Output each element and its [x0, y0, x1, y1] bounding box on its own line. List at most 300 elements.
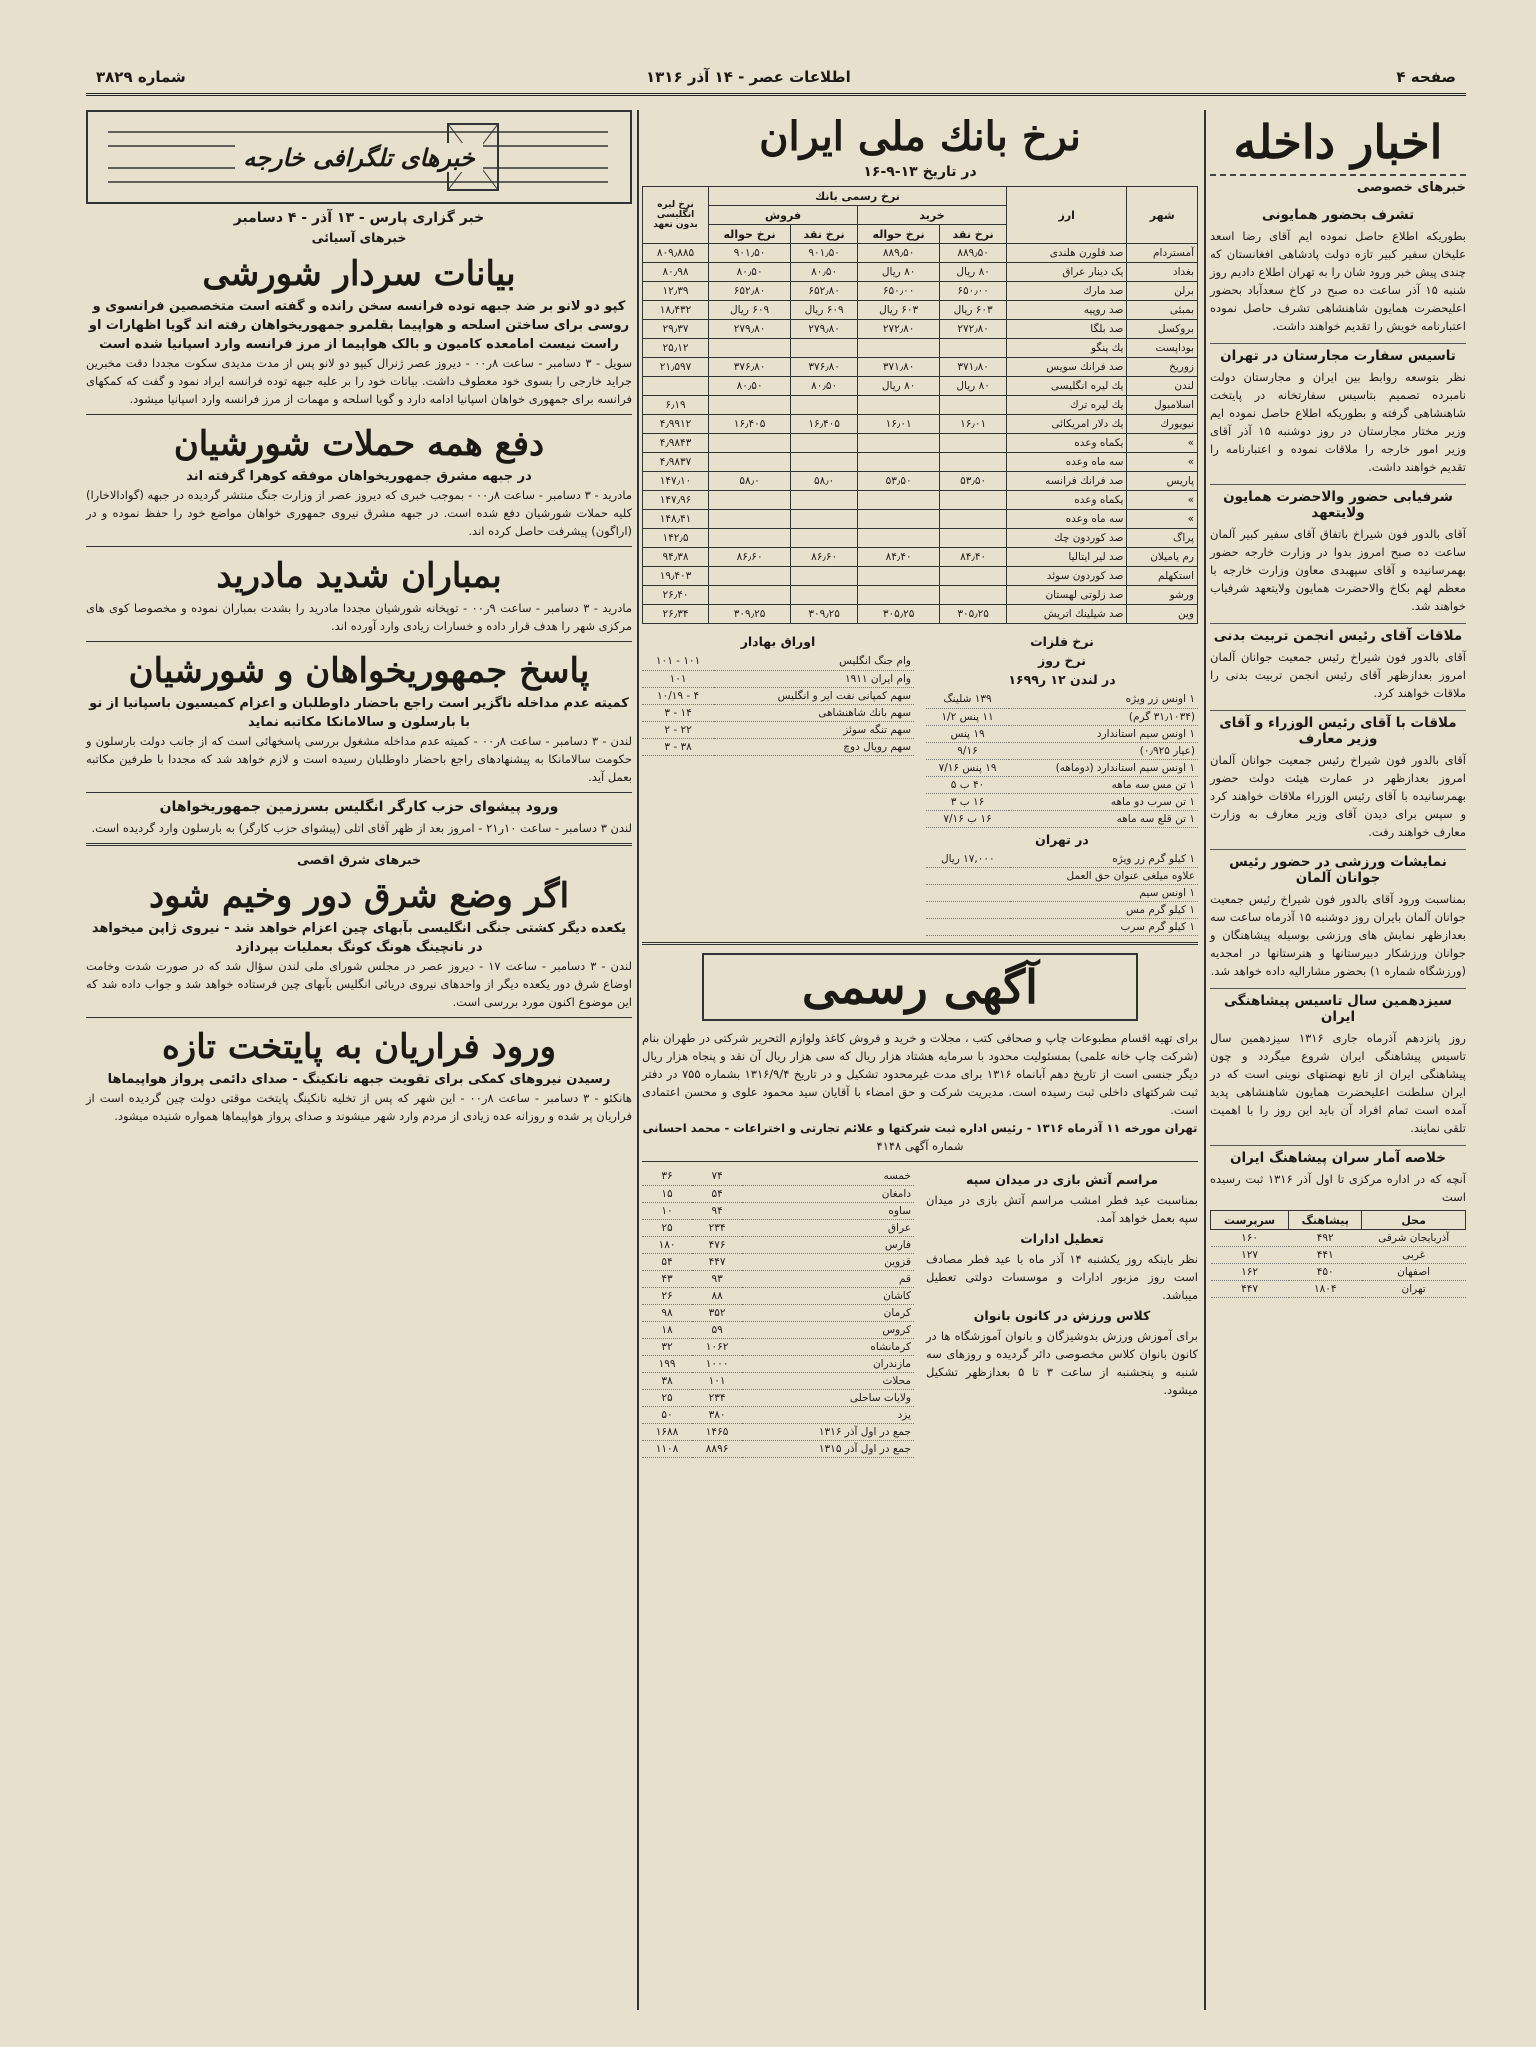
table-cell: (۳۱٫۱۰۳۴ گرم)	[1009, 708, 1198, 725]
table-cell: ۱۶۲	[1211, 1264, 1289, 1281]
official-notice-signature: تهران مورخه ۱۱ آذرماه ۱۳۱۶ - رئیس اداره ثبت شرکتها و علائم تجارتی و اختراعات - محمد احسانی	[642, 1121, 1198, 1135]
table-cell: بروکسل	[1127, 320, 1198, 339]
table-cell: ۸۰٫۵۰	[709, 263, 791, 282]
story-body: مادرید - ۳ دسامبر - ساعت ۸ر۰۰ - بموجب خبری که دیروز عصر از وزارت جنگ منتشر گردیده در جبهه (گوادالاخارا) کلیه حملات شورشیان دفع شده است. در جبهه مشرق نیروی جمهوری خواهان مواضع خود را حفظ نموده و در (اراگون) پیشرفت حاصل کرده اند.	[86, 488, 632, 538]
lower-middle	[642, 1168, 1198, 1458]
table-cell: پاریس	[1127, 472, 1198, 491]
table-row	[642, 1372, 914, 1389]
table-cell: ۴ - ۱۰/۱۹	[642, 687, 714, 704]
table-cell: ۱۶ ب ۳	[926, 793, 1009, 810]
table-cell	[791, 510, 858, 529]
table-cell: صد فرانك فرانسه	[1007, 472, 1127, 491]
table-row	[642, 1185, 914, 1202]
table-row	[642, 721, 914, 738]
table-row	[1211, 1281, 1466, 1298]
table-cell: ۸۰٫۹۸	[643, 263, 709, 282]
table-row	[1211, 1264, 1466, 1281]
foreign-news-title: خبرهای تلگرافی خارجه	[235, 143, 483, 172]
table-cell: ۱۸۰۴	[1289, 1281, 1362, 1298]
table-cell: ۹۴	[692, 1202, 742, 1219]
table-cell: وام جنگ انگلیس	[714, 653, 914, 670]
table-cell: ۱۳۹ شلینگ	[926, 691, 1009, 708]
table-cell: ۱۴۸٫۴۱	[643, 510, 709, 529]
table-cell: جمع در اول آذر ۱۳۱۶	[742, 1423, 914, 1440]
story-deck: کپو دو لانو بر ضد جبهه توده فرانسه سخن رانده و گفته است متخصصین فرانسوی و روسی برای ساختن اسلحه و هواپیما بقلمرو جمهوریخواهان رفته اند گویا اظهارات او راست نیست امامعده کامیون و بالک هواپیما از مرز فرانسه وارد اسپانیا شده است	[88, 299, 630, 352]
table-cell	[858, 491, 940, 510]
table-cell: ۴۴۷	[692, 1253, 742, 1270]
table-row	[926, 885, 1198, 902]
table-cell: صد مارك	[1007, 282, 1127, 301]
table-cell: ۹۸	[642, 1304, 692, 1321]
table-cell: کاشان	[742, 1287, 914, 1304]
fireworks-title: مراسم آتش بازی در میدان سپه	[966, 1172, 1158, 1187]
table-cell	[709, 491, 791, 510]
table-cell: »	[1127, 453, 1198, 472]
table-cell: صد فلورن هلندی	[1007, 244, 1127, 263]
table-cell: عراق	[742, 1219, 914, 1236]
table-cell: ۱ کیلو گرم سرب	[1010, 919, 1198, 936]
table-row	[643, 377, 1198, 396]
table-cell: ۱۴۷٫۱۰	[643, 472, 709, 491]
table-cell	[858, 567, 940, 586]
table-cell: ۵۸٫۰	[709, 472, 791, 491]
exchange-rate-table	[642, 186, 1198, 624]
table-cell: ۲۳۴	[692, 1219, 742, 1236]
table-cell: محلات	[742, 1372, 914, 1389]
table-cell: ۸۶٫۶۰	[709, 548, 791, 567]
story-body: مادرید - ۳ دسامبر - ساعت ۹ر۰۰ - توپخانه شورشیان مجددا مادرید را بشدت بمباران نموده و مخصوصا کوی های مرکزی شهر را هدف قرار داده و خسارات زیادی وارد آورده اند.	[86, 601, 632, 633]
table-cell: یك دلار امریکائی	[1007, 415, 1127, 434]
table-cell	[791, 339, 858, 358]
table-cell: ۹/۱۶	[926, 742, 1009, 759]
table-cell: کرمانشاه	[742, 1338, 914, 1355]
table-header: شهر	[1127, 187, 1198, 244]
wire-service-line: خبر گزاری پارس - ۱۳ آذر - ۴ دسامبر	[233, 210, 485, 226]
table-cell	[791, 491, 858, 510]
table-row	[642, 653, 914, 670]
table-row	[643, 396, 1198, 415]
table-cell	[940, 586, 1007, 605]
table-row	[643, 415, 1198, 434]
table-row	[642, 1202, 914, 1219]
table-row	[926, 902, 1198, 919]
table-row	[643, 605, 1198, 624]
table-cell: یک دینار عراق	[1007, 263, 1127, 282]
story-headline: ورود فراریان به پایتخت تازه	[161, 1027, 557, 1067]
bank-rates-date: در تاریخ ۱۳-۹-۱۶	[863, 164, 977, 180]
article-body: بطوریکه اطلاع حاصل نموده ایم آقای رضا اسعد علیخان سفیر کبیر تازه دولت پادشاهی افغانستان که چندی پیش خبر ورود شان را به تهران اطلاع دادیم روز شنبه ۱۵ آذر ساعت ده صبح در کاخ سعدآباد بحضور اعلیحضرت همایون شاهنشاهی تشرف حاصل نموده اعتبارنامه خویش را تقدیم خواهند داشت.	[1210, 229, 1466, 333]
table-cell	[791, 529, 858, 548]
table-cell	[709, 396, 791, 415]
table-cell	[858, 453, 940, 472]
domestic-news-column	[1210, 110, 1466, 2010]
table-cell: پراگ	[1127, 529, 1198, 548]
official-notice-title: آگهی رسمی	[702, 953, 1138, 1021]
table-cell: ۴٫۹۸۴۳	[643, 434, 709, 453]
table-cell: ۳۷۶٫۸۰	[709, 358, 791, 377]
table-row	[643, 358, 1198, 377]
table-header: سرپرست	[1211, 1211, 1289, 1230]
table-cell: ۱۰۶۲	[692, 1338, 742, 1355]
table-cell: تهران	[1362, 1281, 1466, 1298]
table-cell: ولایات ساحلی	[742, 1389, 914, 1406]
table-cell: جمع در اول آذر ۱۳۱۵	[742, 1440, 914, 1457]
table-cell: ۱۴ - ۳	[642, 704, 714, 721]
article-body: روز پانزدهم آذرماه جاری ۱۳۱۶ سیزدهمین سال تاسیس پیشاهنگی ایران شروع میگردد و چون پیشاهنگی ایران از تابع نهضتهای نوینی است که در ایران سلطنت اعلیحضرت همایون شاهنشاهی پدید آمده است تمام افراد آن باید این روز را با اهمیت تلقی نمایند.	[1210, 1031, 1466, 1135]
table-row	[642, 1168, 914, 1185]
table-cell: »	[1127, 434, 1198, 453]
table-row	[642, 1321, 914, 1338]
table-cell: ۵۴	[642, 1253, 692, 1270]
table-row	[643, 567, 1198, 586]
metals-title: نرخ فلزات	[1030, 634, 1094, 649]
table-cell: ۱ کیلو گرم مس	[1010, 902, 1198, 919]
table-row	[643, 263, 1198, 282]
table-row	[643, 339, 1198, 358]
table-cell: صد کوردون سوئد	[1007, 567, 1127, 586]
table-row	[926, 742, 1198, 759]
official-notice-number: شماره آگهی ۴۱۴۸	[876, 1139, 964, 1153]
table-cell	[709, 453, 791, 472]
table-cell: سهم رویال دوچ	[714, 738, 914, 755]
table-row	[642, 670, 914, 687]
table-cell: ۱۹۹	[642, 1355, 692, 1372]
holiday-title: تعطیل ادارات	[1020, 1231, 1104, 1246]
far-east-label: خبرهای شرق اقصی	[296, 852, 422, 867]
table-cell: ۲۶٫۴۰	[643, 586, 709, 605]
table-row	[643, 282, 1198, 301]
table-cell: یك لیره ترك	[1007, 396, 1127, 415]
metals-subtitle: نرخ روز	[1038, 653, 1086, 668]
table-cell: سهم کمپانی نفت ایر و انگلیس	[714, 687, 914, 704]
table-cell: ۳۷۶٫۸۰	[791, 358, 858, 377]
article-body: آقای بالدور فون شیراخ رئیس جمعیت جوانان آلمان امروز بعدازظهر آقای رئیس انجمن تربیت بدنی را ملاقات خواهند کرد.	[1210, 650, 1466, 700]
table-cell: ۱۶ ب ۷/۱۶	[926, 810, 1009, 827]
table-cell: ۸۰٫۵۰	[791, 263, 858, 282]
table-cell: ۴٫۹۸۳۷	[643, 453, 709, 472]
table-cell: ۱۴۲٫۵	[643, 529, 709, 548]
table-cell: برلن	[1127, 282, 1198, 301]
table-cell: ساوه	[742, 1202, 914, 1219]
story-body: سویل - ۳ دسامبر - ساعت ۸ر۰۰ - دیروز عصر ژنرال کیپو دو لانو پس از مدت مدیدی سکوت مجددا دقت مخبرین جراید خارجی را بسوی خود معطوف داشت. بیانات خود را بر علیه جبهه توده فرانسه ایراد نمود و گفت که کمکهای فرانسه برای جمهوری خواهان اسپانیا ادامه دارد و گویا اسلحه و مهمات از مرز فرانسه وارد اسپانیا میشود.	[86, 356, 632, 406]
table-header: نرخ لیره انگلیسی بدون تعهد	[643, 187, 709, 244]
story-headline: بیانات سردار شورشی	[202, 254, 516, 294]
table-row	[926, 868, 1198, 885]
table-header: نرخ حواله	[858, 225, 940, 244]
table-cell: لندن	[1127, 377, 1198, 396]
article-body: نظر بتوسعه روابط بین ایران و مجارستان دولت نامبرده تصمیم بتاسیس سفارتخانه در پایتخت شاهنشاهی گرفته و بطوریکه اطلاع حاصل نموده ایم وزیر مختار مجارستان در روز دوشنبه ۱۵ آذر آقای وزیر امور خارجه را ملاقات نموده و اعتبارنامه را تقدیم خواهند داشت.	[1210, 370, 1466, 474]
article-body: آقای بالدور فون شیراخ رئیس جمعیت جوانان آلمان امروز بعدازظهر در عمارت هیئت دولت حضور بهمرسانیده با آقای رئیس الوزراء ملاقات خواهند کرد و سپس برای دیدن آقای وزیر معارف به وزارت معارف خواهند رفت.	[1210, 753, 1466, 839]
table-cell	[940, 434, 1007, 453]
table-cell: رم یامیلان	[1127, 548, 1198, 567]
table-cell: کرمان	[742, 1304, 914, 1321]
table-cell: ۸۴٫۴۰	[940, 548, 1007, 567]
table-cell: ۳۵۲	[692, 1304, 742, 1321]
table-cell: ۳۸	[642, 1372, 692, 1389]
foreign-news-column	[86, 110, 632, 2010]
table-cell: ۶۰۳ ریال	[940, 301, 1007, 320]
table-cell: ۲۵	[642, 1389, 692, 1406]
table-cell: ۶۰۳ ریال	[858, 301, 940, 320]
scout-table	[1210, 1210, 1466, 1298]
table-cell: ۷۴	[692, 1168, 742, 1185]
bank-rates-title: نرخ بانك ملی ایران	[759, 113, 1081, 160]
table-cell: ۸۸۹٫۵۰	[940, 244, 1007, 263]
table-cell: ۲۲ - ۲	[642, 721, 714, 738]
table-cell: ۸۸	[692, 1287, 742, 1304]
table-cell	[940, 396, 1007, 415]
article-heading: خلاصه آمار سران پیشاهنگ ایران	[1210, 1145, 1466, 1166]
table-cell: ۴۴۱	[1289, 1247, 1362, 1264]
table-cell: آمستردام	[1127, 244, 1198, 263]
table-header: محل	[1362, 1211, 1466, 1230]
table-cell: ۳۰۵٫۲۵	[858, 605, 940, 624]
table-cell: وین	[1127, 605, 1198, 624]
table-row	[643, 491, 1198, 510]
table-cell: ۲۷۲٫۸۰	[940, 320, 1007, 339]
table-cell: ۱ کیلو گرم زر ویژه	[1010, 851, 1198, 868]
table-cell: ۱۰۱ - ۱۰۱	[642, 653, 714, 670]
table-cell: سهم تنگه سوئز	[714, 721, 914, 738]
table-cell: یك پنگو	[1007, 339, 1127, 358]
table-cell: ۴۰ ب ۵	[926, 776, 1009, 793]
table-cell: صد بلگا	[1007, 320, 1127, 339]
table-cell: ۲۳۴	[692, 1389, 742, 1406]
table-cell: ۶۵۲٫۸۰	[791, 282, 858, 301]
table-cell: ۸۰ ریال	[858, 377, 940, 396]
table-cell: ۳۰۹٫۲۵	[791, 605, 858, 624]
sport-class-text: برای آموزش ورزش بدوشیزگان و بانوان آموزشگاه ها در کانون بانوان کلاس مخصوصی دائر گردیده و روزهای سه شنبه و پنجشنبه از ساعت ۳ تا ۵ بعدازظهر تشکیل میشود.	[926, 1329, 1198, 1397]
table-cell: ۳۷۱٫۸۰	[858, 358, 940, 377]
table-cell	[926, 885, 1010, 902]
table-row	[926, 810, 1198, 827]
table-cell	[709, 586, 791, 605]
article-heading: شرفیابی حضور والاحضرت همایون ولایتعهد	[1210, 484, 1466, 521]
story-deck: یکعده دیگر کشتی جنگی انگلیسی بآبهای چین اعزام خواهد شد - نیروی ژاپن میخواهد در نانچینگ هونگ کونگ بعملیات بپردازد	[91, 921, 627, 955]
table-cell: (عیار ۰٫۹۲۵)	[1009, 742, 1198, 759]
table-cell: ۳۲	[642, 1338, 692, 1355]
table-row	[643, 434, 1198, 453]
table-cell: دامغان	[742, 1185, 914, 1202]
table-cell: ۶۰۹ ریال	[791, 301, 858, 320]
table-cell: ۸۸۹٫۵۰	[858, 244, 940, 263]
table-cell: ۸۰ ریال	[940, 263, 1007, 282]
table-row	[642, 704, 914, 721]
table-cell: آذربایجان شرقی	[1362, 1230, 1466, 1247]
article-body: آنچه که در اداره مرکزی تا اول آذر ۱۳۱۶ ثبت رسیده است	[1210, 1172, 1467, 1204]
table-row	[926, 776, 1198, 793]
table-cell: خمسه	[742, 1168, 914, 1185]
table-cell	[858, 434, 940, 453]
table-cell: سه ماه وعده	[1007, 453, 1127, 472]
table-cell	[858, 339, 940, 358]
article-heading: نمایشات ورزشی در حضور رئیس جوانان آلمان	[1210, 849, 1466, 886]
table-cell	[940, 567, 1007, 586]
table-row	[643, 472, 1198, 491]
table-cell: ۳۶	[642, 1168, 692, 1185]
table-cell: ۱ اونس سیم استاندارد	[1009, 725, 1198, 742]
table-cell: ۶۵۰٫۰۰	[940, 282, 1007, 301]
table-cell	[926, 902, 1010, 919]
table-cell: فارس	[742, 1236, 914, 1253]
table-cell: ۱ اونس سیم	[1010, 885, 1198, 902]
table-cell: ۵۳٫۵۰	[940, 472, 1007, 491]
table-header: پیشاهنگ	[1289, 1211, 1362, 1230]
table-cell: وام ایران ۱۹۱۱	[714, 670, 914, 687]
table-cell: یك لیره انگلیسی	[1007, 377, 1127, 396]
table-cell: کروس	[742, 1321, 914, 1338]
table-cell: بوداپست	[1127, 339, 1198, 358]
table-cell: ۱۹ پنس ۷/۱۶	[926, 759, 1009, 776]
table-cell: ۸۰۹٫۸۸۵	[643, 244, 709, 263]
foreign-news-banner	[86, 110, 632, 204]
table-cell: ۱۶۰	[1211, 1230, 1289, 1247]
tehran-table	[926, 851, 1198, 937]
table-cell	[858, 510, 940, 529]
table-cell: ۱۱۰۸	[642, 1440, 692, 1457]
table-cell: ۲۷۹٫۸۰	[791, 320, 858, 339]
table-cell: ۸۰ ریال	[858, 263, 940, 282]
table-cell: ۱۶۸۸	[642, 1423, 692, 1440]
table-cell	[791, 453, 858, 472]
table-row	[642, 738, 914, 755]
table-cell: ۲۶	[642, 1287, 692, 1304]
table-row	[642, 1304, 914, 1321]
table-header: نرخ حواله	[709, 225, 791, 244]
table-cell: صد فرانك سویس	[1007, 358, 1127, 377]
table-cell: ۳۷۱٫۸۰	[940, 358, 1007, 377]
table-cell: ۱۹٫۴۰۳	[643, 567, 709, 586]
table-row	[642, 1406, 914, 1423]
table-cell: صد لیر ایتالیا	[1007, 548, 1127, 567]
table-cell: ۸۰٫۵۰	[709, 377, 791, 396]
table-cell: سهم بانك شاهنشاهی	[714, 704, 914, 721]
table-cell: ۴۷۶	[692, 1236, 742, 1253]
table-row	[642, 1440, 914, 1457]
table-cell: بمبئی	[1127, 301, 1198, 320]
table-cell: ۸۰٫۵۰	[791, 377, 858, 396]
table-cell	[709, 529, 791, 548]
table-cell: »	[1127, 491, 1198, 510]
table-cell	[926, 868, 1010, 885]
table-cell	[709, 434, 791, 453]
table-cell: اصفهان	[1362, 1264, 1466, 1281]
fireworks-text: بمناسبت عید فطر امشب مراسم آتش بازی در میدان سپه بعمل خواهد آمد.	[926, 1193, 1198, 1225]
table-cell: ۴۴۷	[1211, 1281, 1289, 1298]
table-row	[1211, 1247, 1466, 1264]
table-cell: ۲۵٫۱۲	[643, 339, 709, 358]
table-cell: ۴۹۲	[1289, 1230, 1362, 1247]
table-row	[642, 1389, 914, 1406]
paper-title: اطلاعات عصر - ۱۴ آذر ۱۳۱۶	[646, 67, 851, 86]
table-cell: ۱۶٫۴۰۵	[791, 415, 858, 434]
story-body: هانکئو - ۳ دسامبر - ساعت ۸ر۰۰ - این شهر که پس از تخلیه نانکینگ پایتخت موقتی دولت چین گردیده است از فراریان پر شده و روزانه عده زیادی از مردم وارد شهر میشوند و صدای پرواز هواپیماها همواره شنیده میشود.	[86, 1091, 632, 1123]
table-cell	[791, 567, 858, 586]
table-cell: ۲۱٫۵۹۷	[643, 358, 709, 377]
table-row	[642, 1270, 914, 1287]
article-heading: ملاقات با آقای رئیس الوزراء و آقای وزیر معارف	[1210, 710, 1466, 747]
table-cell: ۳۸ - ۳	[642, 738, 714, 755]
table-cell: ۶۵۰٫۰۰	[858, 282, 940, 301]
table-cell: زوریخ	[1127, 358, 1198, 377]
article-body: بمناسبت ورود آقای بالدور فون شیراخ رئیس جمعیت جوانان آلمان بایران روز دوشنبه ۱۵ آذرماه ساعت سه بعدازظهر نمایش های ورزشی بوسیله پیشاهنگان و جوانان ورزشکار دبیرستانها و هنرستانها در امجدیه (ورزشگاه شماره ۱) بحضور مشارالیه داده خواهد شد.	[1210, 892, 1467, 978]
table-cell: ۸۴٫۴۰	[858, 548, 940, 567]
table-cell: ۵۹	[692, 1321, 742, 1338]
bank-rates-column	[642, 110, 1198, 2010]
table-cell: ۱ اونس زر ویژه	[1009, 691, 1198, 708]
official-notice-text: برای تهیه اقسام مطبوعات چاپ و صحافی کتب ، مجلات و خرید و فروش کاغذ ولوازم التحریر شرکتی در طهران بنام (شرکت چاپ خانه علمی) بمسئولیت محدود با سرمایه هشتاد هزار ریال که سی هزار ریال آن نقد و پنجاه هزار ریال دیگر جنسی است از تاریخ دهم آبانماه ۱۳۱۶ برای مدت غیرمحدود تشکیل و در تاریخ ۱۳۱۶/۹/۴ بشماره ۷۵۵ در دفتر ثبت شرکتهای داخلی ثبت رسیده است. مدیریت شرکت و حق امضاء با آقایان سید محمود علوی و محسن اعتمادی است.	[642, 1031, 1198, 1117]
table-cell: ۸۰ ریال	[940, 377, 1007, 396]
table-cell: ۱۵	[642, 1185, 692, 1202]
sport-class-title: کلاس ورزش در کانون بانوان	[973, 1308, 1151, 1323]
article-heading: ملاقات آقای رئیس انجمن تربیت بدنی	[1210, 623, 1466, 644]
masthead	[86, 60, 1466, 96]
table-cell	[940, 529, 1007, 548]
table-cell	[940, 491, 1007, 510]
table-header: نرخ نقد	[791, 225, 858, 244]
story-headline: بمباران شدید مادرید	[216, 556, 502, 596]
table-cell: ۲۷۹٫۸۰	[709, 320, 791, 339]
table-cell: یزد	[742, 1406, 914, 1423]
table-row	[643, 320, 1198, 339]
table-cell: ۳۰۹٫۲۵	[709, 605, 791, 624]
table-cell: ۱ تن مس سه ماهه	[1009, 776, 1198, 793]
table-cell: ۲۷۲٫۸۰	[858, 320, 940, 339]
table-cell	[791, 434, 858, 453]
table-cell: ۲۵	[642, 1219, 692, 1236]
metals-section	[642, 630, 1198, 936]
table-cell	[926, 919, 1010, 936]
table-row	[642, 1423, 914, 1440]
table-cell	[858, 396, 940, 415]
asia-label: خبرهای آسیائی	[311, 230, 407, 245]
table-cell: ۱۲۷	[1211, 1247, 1289, 1264]
article-heading: تاسیس سفارت مجارستان در تهران	[1210, 343, 1466, 364]
table-cell: ۴۳	[642, 1270, 692, 1287]
table-cell: ۹۰۱٫۵۰	[709, 244, 791, 263]
special-news-label: خبرهای خصوصی	[1356, 180, 1466, 195]
table-cell: ۱۶٫۴۰۵	[709, 415, 791, 434]
table-row	[642, 1355, 914, 1372]
table-cell: صد زلوتی لهستان	[1007, 586, 1127, 605]
table-cell: مازندران	[742, 1355, 914, 1372]
table-cell	[791, 396, 858, 415]
table-cell: صد شیلینك اتریش	[1007, 605, 1127, 624]
table-cell: ۵۸٫۰	[791, 472, 858, 491]
table-cell: ۸۸۹۶	[692, 1440, 742, 1457]
table-cell: ۶۰۹ ریال	[709, 301, 791, 320]
table-cell: ۱۴۶۵	[692, 1423, 742, 1440]
table-cell	[709, 339, 791, 358]
table-row	[643, 453, 1198, 472]
table-cell: ۱۶٫۰۱	[858, 415, 940, 434]
table-cell: ۱۲٫۳۹	[643, 282, 709, 301]
article-body: آقای بالدور فون شیراخ باتفاق آقای سفیر کبیر آلمان ساعت ده صبح امروز بدوا در وزارت خارجه حضور بهمرسانیده و آقای سپهبدی معاون وزارت خارجه با معظم لهم بکاخ والاحضرت همایون ولایتعهد شرفیاب خواهند شد.	[1210, 527, 1466, 613]
table-cell	[858, 529, 940, 548]
table-cell	[643, 377, 709, 396]
table-row	[926, 708, 1198, 725]
table-cell: ۴٫۹۹۱۲	[643, 415, 709, 434]
column-divider	[1204, 110, 1206, 2010]
table-row	[642, 687, 914, 704]
table-row	[643, 548, 1198, 567]
table-row	[642, 1253, 914, 1270]
table-cell: ۹۴٫۳۸	[643, 548, 709, 567]
table-cell: قزوین	[742, 1253, 914, 1270]
newspaper-page	[86, 60, 1466, 2020]
table-cell: ۱ تن سرب دو ماهه	[1009, 793, 1198, 810]
table-row	[926, 691, 1198, 708]
